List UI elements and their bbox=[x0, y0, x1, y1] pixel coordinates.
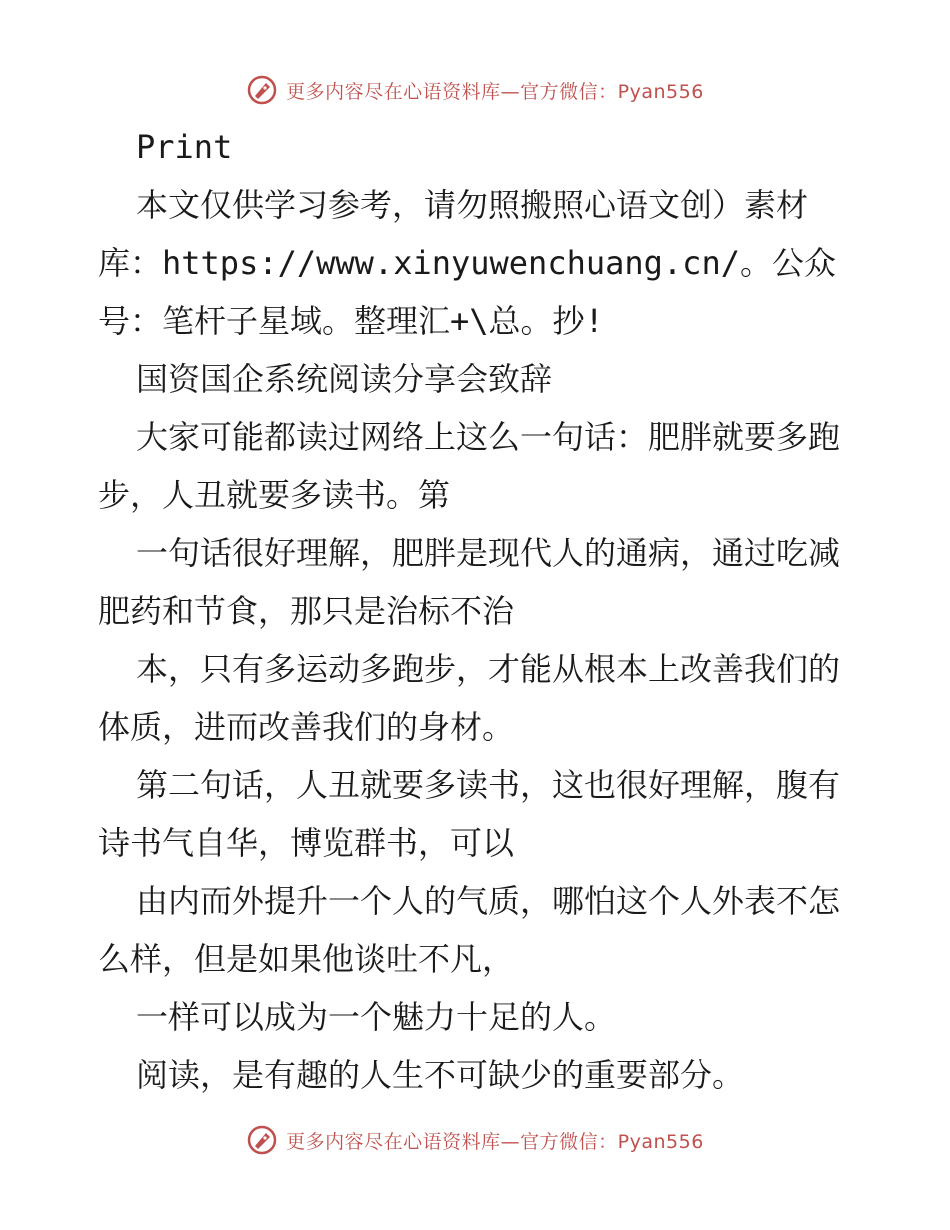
header-watermark bbox=[0, 70, 950, 110]
pen-nib-seal-icon bbox=[246, 1124, 278, 1156]
paragraph-title: 国资国企系统阅读分享会致辞 bbox=[136, 360, 553, 398]
header-watermark-text: 更多内容尽在心语资料库—官方微信：Pyan556 bbox=[286, 80, 704, 103]
paragraph-body: 本，只有多运动多跑步，才能从根本上改善我们的体质，进而改善我们的身材。 bbox=[98, 650, 841, 746]
paragraph-body: 第二句话，人丑就要多读书，这也很好理解，腹有诗书气自华，博览群书，可以 bbox=[98, 766, 841, 862]
paragraph-body: 一句话很好理解，肥胖是现代人的通病，通过吃减肥药和节食，那只是治标不治 bbox=[98, 534, 841, 630]
pen-nib-seal-icon bbox=[246, 74, 278, 106]
paragraph-source-notice: 本文仅供学习参考，请勿照搬照心语文创）素材库：https://www.xinyuwenchuang.cn/。公众号：笔杆子星域。整理汇+\总。抄! bbox=[98, 186, 836, 340]
paragraph-body: 阅读，是有趣的人生不可缺少的重要部分。 bbox=[136, 1056, 745, 1094]
footer-watermark-text: 更多内容尽在心语资料库—官方微信：Pyan556 bbox=[286, 1130, 704, 1153]
footer-watermark bbox=[0, 1120, 950, 1160]
paragraph-body: 由内而外提升一个人的气质，哪怕这个人外表不怎么样，但是如果他谈吐不凡， bbox=[98, 882, 841, 978]
paragraph-body: 一样可以成为一个魅力十足的人。 bbox=[136, 998, 617, 1036]
paragraph-body: 大家可能都读过网络上这么一句话：肥胖就要多跑步，人丑就要多读书。第 bbox=[98, 418, 841, 514]
document-body bbox=[98, 118, 858, 1104]
paragraph-print-label: Print bbox=[136, 128, 233, 166]
